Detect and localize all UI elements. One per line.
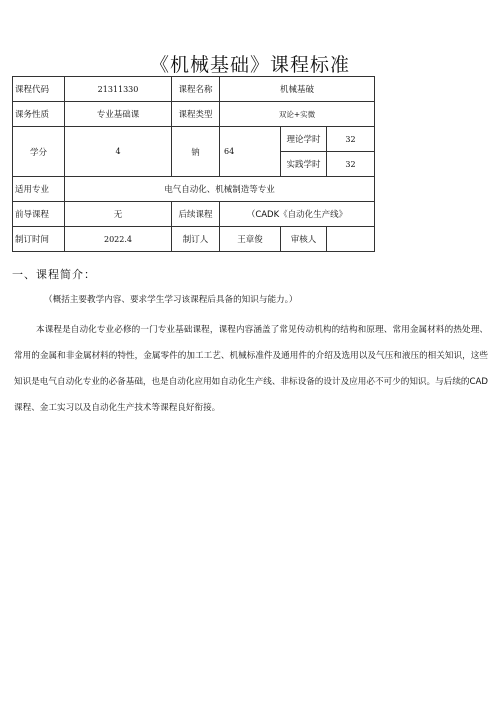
major-label: 适用专业 (13, 177, 65, 202)
table-row (13, 102, 375, 127)
course-nature-label: 课务性质 (13, 102, 65, 127)
course-info-table (12, 76, 375, 252)
table-row (13, 127, 375, 152)
section-body: 本课程是自动化专业必修的一门专业基础课程，课程内容涵盖了常见传动机构的结构和原理、常用金属材料的热处理、常用的金属和非金属材料的特性，金属零件的加工工艺、机械标准件及通用件的介绍及选用以及气压和液压的相关知识，这些知识是电气自动化专业的必备基础，也是自动化应用如自动化生产线、非标设备的设计及应用必不可少的知识。与后续的CAD课程、金工实习以及自动化生产技术等课程良好衔接。 (14, 325, 488, 413)
course-name-label: 课程名称 (172, 77, 220, 102)
course-type-label: 课程类型 (172, 102, 220, 127)
table-row (13, 202, 375, 227)
major-value: 电气自动化、机械制造等专业 (65, 177, 375, 202)
document-title: 《机械基础》课程标准 (149, 54, 350, 76)
reviewer-value (327, 227, 375, 252)
hours-value: 64 (220, 127, 281, 177)
credit-label: 学分 (13, 127, 65, 177)
date-label: 制订时间 (13, 227, 65, 252)
date-value: 2022.4 (65, 227, 172, 252)
author-label: 制订人 (172, 227, 220, 252)
practice-hours-value: 32 (327, 152, 375, 177)
course-nature-value: 专业基础课 (65, 102, 172, 127)
prereq-label: 前导课程 (13, 202, 65, 227)
practice-hours-label: 实践学时 (281, 152, 327, 177)
theory-hours-label: 理论学时 (281, 127, 327, 152)
credit-value: 4 (65, 127, 172, 177)
prereq-value: 无 (65, 202, 172, 227)
author-value: 王章俊 (220, 227, 281, 252)
theory-hours-value: 32 (327, 127, 375, 152)
table-row (13, 227, 375, 252)
table-row (13, 177, 375, 202)
section-heading: 一、课程简介： (12, 268, 96, 281)
section-note: （概括主要教学内容、要求学生学习该课程后具备的知识与能力。） (44, 295, 298, 305)
course-code-value: 21311330 (65, 77, 172, 102)
course-name-value: 机械基破 (220, 77, 375, 102)
course-type-value: 双论+实微 (220, 102, 375, 127)
followup-label: 后续课程 (172, 202, 220, 227)
reviewer-label: 审核人 (281, 227, 327, 252)
hours-label: 钠 (172, 127, 220, 177)
course-code-label: 课程代码 (13, 77, 65, 102)
followup-value: （CADK《自动化生产线》 (220, 202, 375, 227)
table-row (13, 77, 375, 102)
